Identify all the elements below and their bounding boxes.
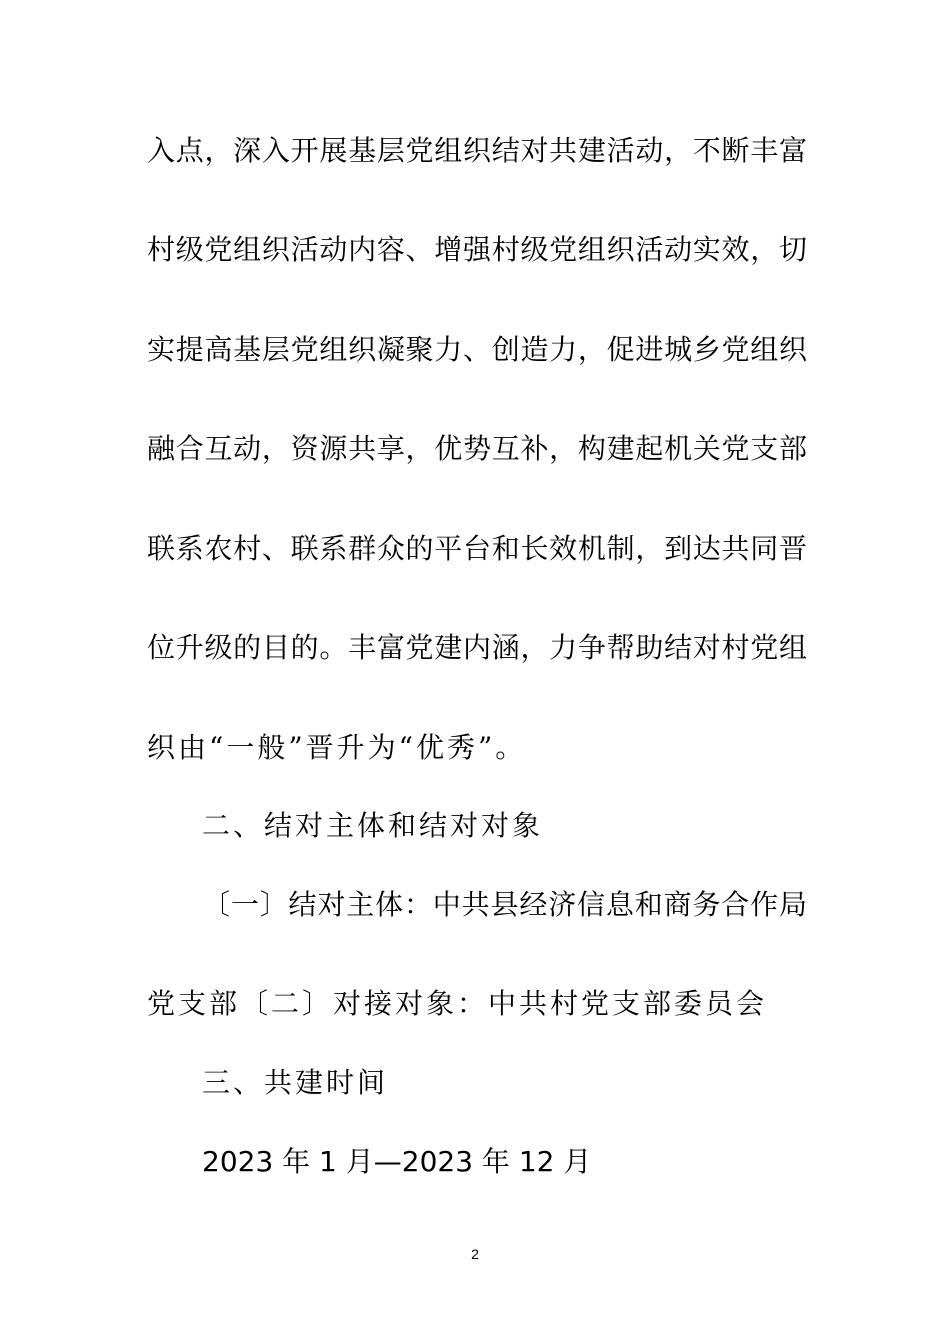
paragraph-line: 融合互动，资源共享，优势互补，构建起机关党支部 <box>147 432 807 465</box>
paragraph-line: 入点，深入开展基层党组织结对共建活动，不断丰富 <box>147 134 807 167</box>
paragraph-line: 位升级的目的。丰富党建内涵，力争帮助结对村党组 <box>147 631 807 664</box>
paragraph-line: 村级党组织活动内容、增强村级党组织活动实效，切 <box>147 233 807 266</box>
section-item-line: 党支部〔二〕对接对象：中共村党支部委员会 <box>147 987 768 1020</box>
section-heading: 二、结对主体和结对对象 <box>202 809 544 842</box>
date-range: 2023 年 1 月—2023 年 12 月 <box>202 1145 592 1178</box>
page-number: 2 <box>471 1246 479 1262</box>
section-item-line: 〔一〕结对主体：中共县经济信息和商务合作局 <box>202 888 807 921</box>
paragraph-line: 织由“一般”晋升为“优秀”。 <box>147 731 527 764</box>
paragraph-line: 实提高基层党组织凝聚力、创造力，促进城乡党组织 <box>147 333 807 366</box>
paragraph-line: 联系农村、联系群众的平台和长效机制，到达共同晋 <box>147 532 807 565</box>
section-heading: 三、共建时间 <box>202 1066 389 1099</box>
